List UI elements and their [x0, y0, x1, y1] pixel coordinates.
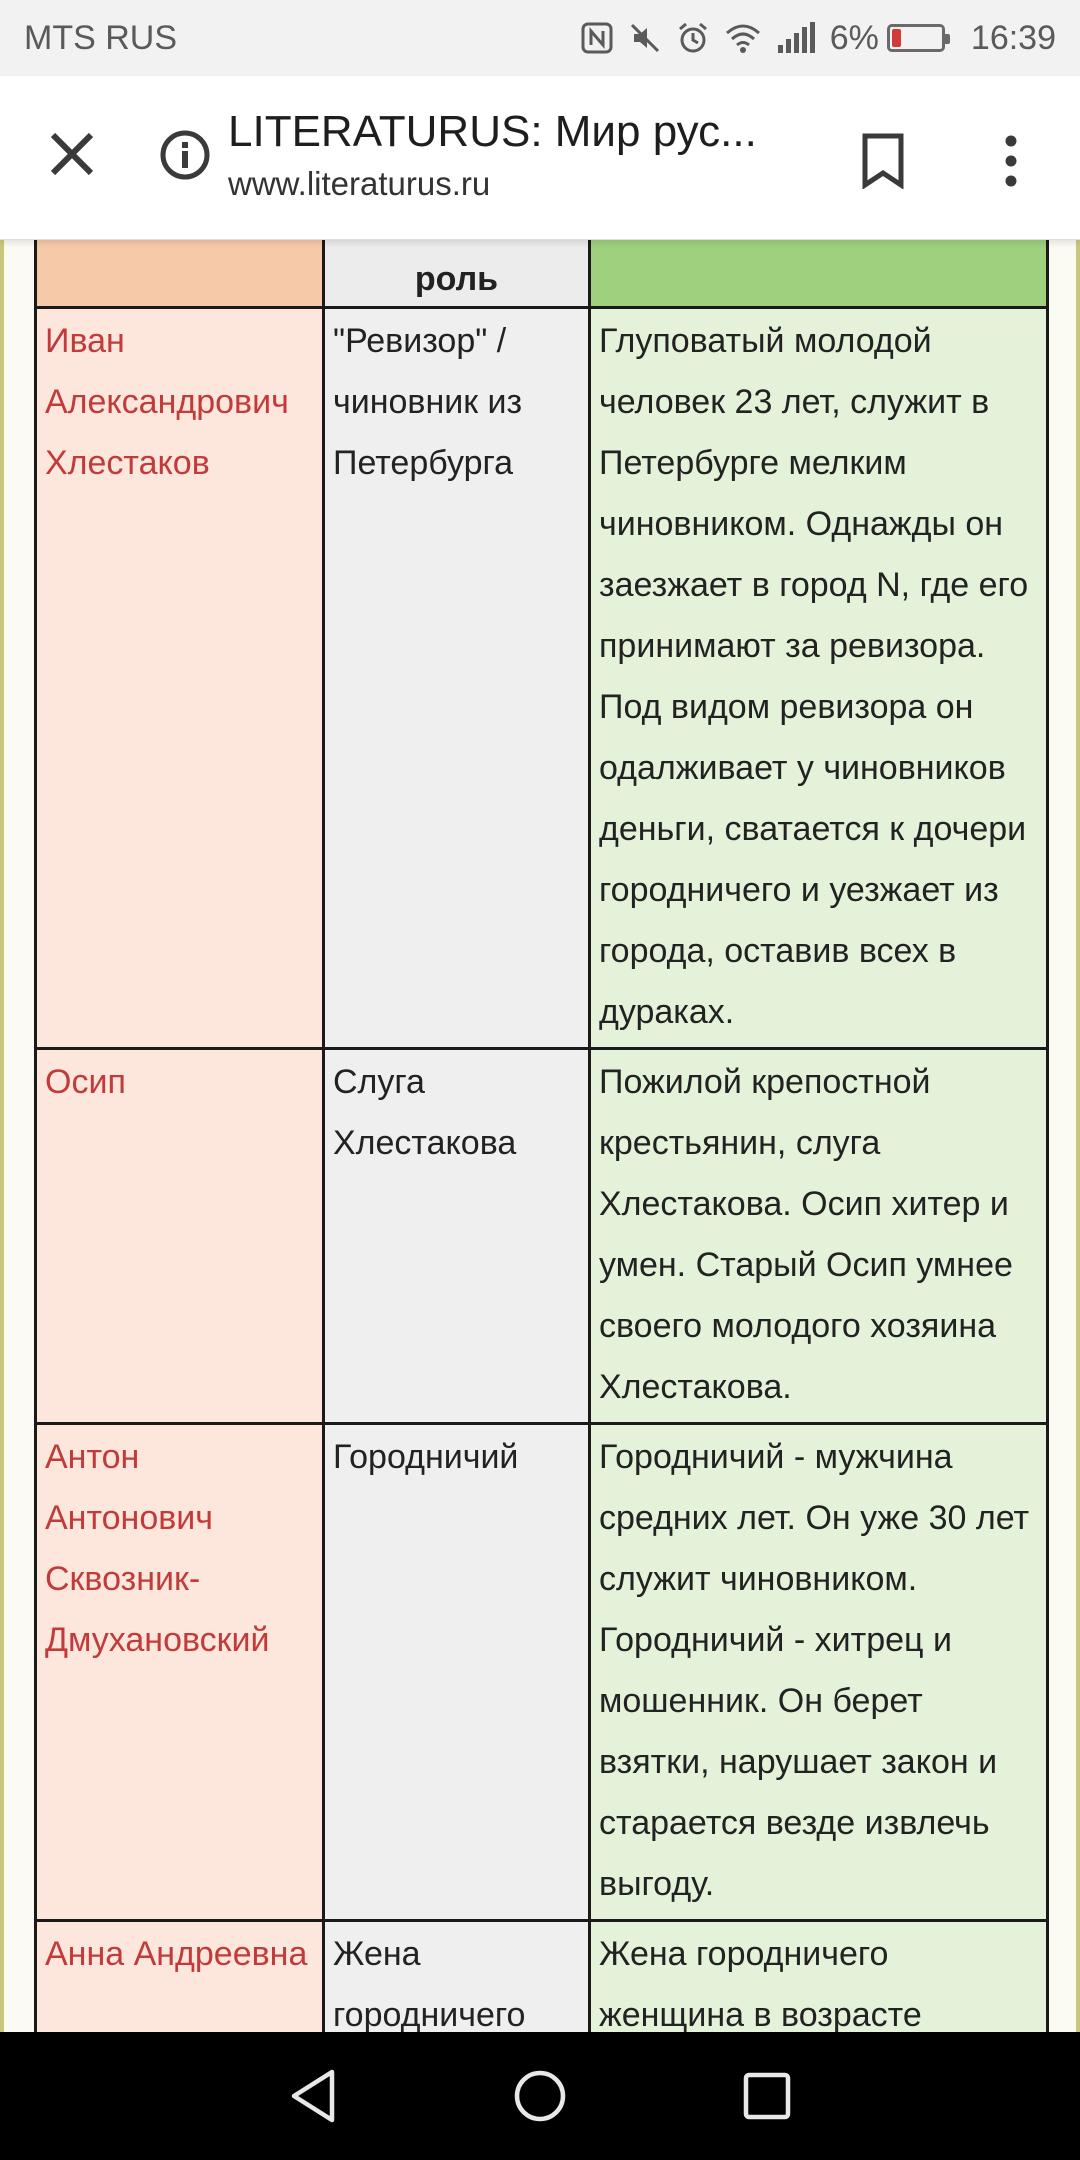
navigation-bar [0, 2032, 1080, 2160]
character-role: Жена городничего [324, 1921, 590, 2033]
site-info-button[interactable] [150, 120, 220, 190]
page-title: LITERATURUS: Мир рус... [228, 107, 757, 156]
character-description: Пожилой крепостной крестьянин, слуга Хлестакова. Осип хитер и умен. Старый Осип умнее своего молодого хозяина Хлестакова. [590, 1049, 1048, 1424]
header-cell-role: роль [324, 240, 590, 308]
battery-level-fill [892, 29, 901, 47]
table-row [36, 1921, 1048, 2033]
carrier-name: MTS RUS [24, 18, 177, 57]
bookmark-button[interactable] [848, 126, 918, 196]
battery-indicator [830, 19, 945, 58]
back-button[interactable] [268, 2051, 358, 2141]
bookmark-icon [861, 133, 905, 189]
mute-icon [628, 21, 662, 55]
page-url: www.literaturus.ru [228, 165, 491, 202]
character-name[interactable]: Антон Антонович Сквозник-Дмухановский [36, 1424, 324, 1921]
page-border-left [0, 240, 4, 2032]
more-vert-icon [1001, 133, 1021, 189]
character-description: Городничий - мужчина средних лет. Он уже 30 лет служит чиновником. Городничий - хитрец и мошенник. Он берет взятки, нарушает закон и старается везде извлечь выгоду. [590, 1424, 1048, 1921]
character-role: Слуга Хлестакова [324, 1049, 590, 1424]
table-row [36, 308, 1048, 1049]
alarm-icon [676, 21, 710, 55]
status-icons [580, 19, 1056, 58]
home-icon [512, 2068, 568, 2124]
recents-icon [742, 2071, 792, 2121]
table-header-row [36, 240, 1048, 308]
battery-icon [887, 24, 945, 52]
back-icon [288, 2068, 338, 2124]
close-button[interactable] [36, 118, 108, 190]
nfc-icon [580, 21, 614, 55]
wifi-icon [724, 21, 762, 55]
characters-table [34, 240, 1049, 2032]
battery-percent: 6% [829, 18, 879, 57]
signal-icon [776, 21, 816, 55]
web-content[interactable] [0, 240, 1080, 2032]
page-border-right [1076, 240, 1080, 2032]
character-role: Городничий [324, 1424, 590, 1921]
character-description: Жена городничего женщина в возрасте [590, 1921, 1048, 2033]
character-description: Глуповатый молодой человек 23 лет, служит в Петербурге мелким чиновником. Однажды он заезжает в город N, где его принимают за ревизора. Под видом ревизора он одалживает у чиновников деньги, сватается к дочери городничего и уезжает из города, оставив всех в дураках. [590, 308, 1048, 1049]
status-bar [0, 0, 1080, 76]
character-name[interactable]: Анна Андреевна [36, 1921, 324, 2033]
browser-toolbar [0, 76, 1080, 240]
info-icon [159, 129, 211, 181]
table-row [36, 1049, 1048, 1424]
home-button[interactable] [495, 2051, 585, 2141]
clock: 16:39 [970, 18, 1056, 57]
character-name[interactable]: Иван Александрович Хлестаков [36, 308, 324, 1049]
header-cell-name [36, 240, 324, 308]
recents-button[interactable] [722, 2051, 812, 2141]
character-role: "Ревизор" / чиновник из Петербурга [324, 308, 590, 1049]
close-icon [49, 131, 95, 177]
character-name[interactable]: Осип [36, 1049, 324, 1424]
more-menu-button[interactable] [976, 126, 1046, 196]
table-row [36, 1424, 1048, 1921]
header-cell-description [590, 240, 1048, 308]
page-title-block[interactable] [228, 104, 788, 206]
